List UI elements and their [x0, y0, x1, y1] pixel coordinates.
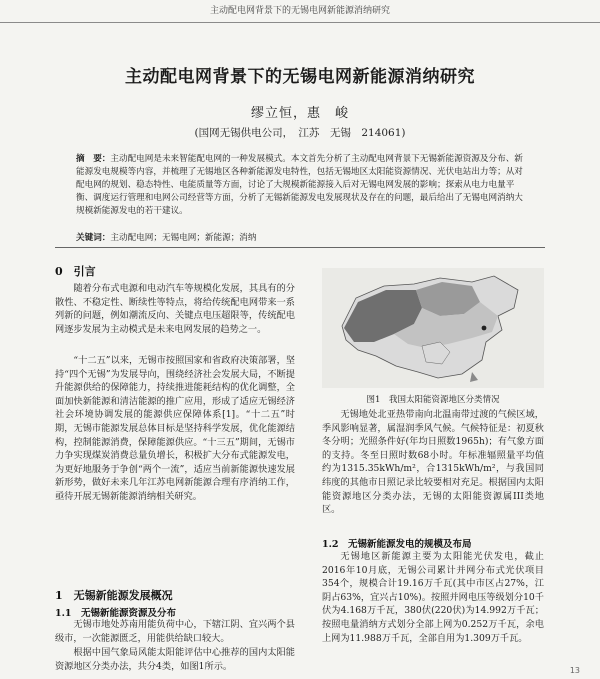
page-number: 13 — [569, 666, 580, 675]
section-1-1-heading: 1.1 无锡新能源资源及分布 — [55, 608, 177, 619]
wuxi-location-marker — [482, 326, 487, 331]
figure-1-map — [322, 268, 544, 388]
section-1-heading: 1 无锡新能源发展概况 — [55, 589, 173, 602]
abstract-text: 主动配电网是未来智能配电网的一种发展模式。本文首先分析了主动配电网背景下无锡新能源资源及分布、新能源发电规模等内容，并梳理了无锡地区各种新能源发电特性，包括无锡地区太阳能资源情况、光伏电站出力等；从对配电网的规划、稳态特性、电能质量等方面，讨论了大规模新能源接入后对无锡电网发展的影响；探索从电力电量平衡、调度运行管理和电网公司经营等方面，分析了无锡新能源发电发展现状及存在的问题，最后给出了无锡电网消纳大规模新能源发电的若干建议。 — [76, 154, 523, 216]
climate-paragraph: 无锡地处北亚热带南向北温南带过渡的气候区域，季风影响显著，属湿润季风气候。气候特征是：初夏秋冬分明；光照条件好(年均日照数1965h)；有气象方面的支持。冬至日照时数68小时。年标准辐照量平均值约为1315.35kWh/m²，合1315kWh/m²，与我国同纬度的其他市日照记录比较要相对充足。根据国内太阳能资源地区分类办法，无锡的太阳能资源属III类地区。 — [322, 409, 544, 516]
paper-affiliation: (国网无锡供电公司， 江苏 无锡 214061) — [194, 127, 406, 139]
figure-1-caption: 图1 我国太阳能资源地区分类情况 — [366, 395, 500, 405]
china-solar-map — [322, 268, 544, 388]
paper-authors: 缪立恒，惠 峻 — [250, 106, 349, 121]
section-1-1-paragraph-1: 无锡市地处苏南用能负荷中心，下辖江阴、宜兴两个县级市，一次能源匮乏，用能供给缺口较大。 — [55, 619, 295, 644]
paper-title: 主动配电网背景下的无锡电网新能源消纳研究 — [125, 67, 475, 87]
abstract — [76, 153, 526, 218]
running-header: 主动配电网背景下的无锡电网新能源消纳研究 — [0, 0, 600, 23]
intro-paragraph-1: 随着分布式电源和电动汽车等规模化发展，其具有的分散性、不稳定性、断续性等特点，将给传统配电网带来一系列新的问题，例如潮流反向、关键点电压超限等，传统配电网逐步发展为主动模式是未来电网发展的趋势之一。 — [55, 283, 295, 335]
keywords-text: 主动配电网；无锡电网；新能源；消纳 — [110, 233, 257, 243]
keywords-label: 关键词： — [76, 233, 111, 243]
section-0-heading: 0 引言 — [55, 265, 96, 278]
intro-paragraph-2: “十二五”以来，无锡市按照国家和省政府决策部署，坚持“四个无锡”为发展导向，围绕经济社会发展大局，不断提升能源供给的保障能力，持续推进能耗结构的优化调整，全面加快新能源和清洁能源的推广应用，形成了适应无锡经济社会环境协调发展的能源供应保障体系[1]。“十二五”时期，无锡市能源发展总体目标是坚持科学发展，优化能源结构，控制能源消费，保障能源供应。“十三五”期间，无锡市力争实现煤炭消费总量负增长，积极扩大分布式能源发电，为更好地服务于争创“两个一流”，适应当前新能源快速发展新形势，做好未来几年江苏电网新能源合理有序消纳工作，亟待开展无锡新能源消纳相关研究。 — [55, 355, 295, 502]
section-1-2-paragraph: 无锡地区新能源主要为太阳能光伏发电，截止2016年10月底，无锡公司累计并网分布式光伏项目354个，规模合计19.16万千瓦(其中市区占27%，江阴占63%，宜兴占10%)。按照并网电压等级划分10千伏为4.168万千瓦，380伏(220伏)为14.992万千瓦；按照电量消纳方式划分全部上网为0.252万千瓦，余电上网为11.988万千瓦，全部自用为1.309万千瓦。 — [322, 551, 544, 644]
section-1-1-paragraph-2: 根据中国气象局风能太阳能评估中心推荐的国内太阳能资源地区分类办法，共分4类，如图1所示。 — [55, 647, 295, 672]
section-1-2-heading: 1.2 无锡新能源发电的规模及布局 — [322, 539, 472, 550]
abstract-label: 摘 要： — [76, 154, 111, 164]
abstract-divider — [55, 247, 545, 248]
keywords — [76, 231, 526, 243]
